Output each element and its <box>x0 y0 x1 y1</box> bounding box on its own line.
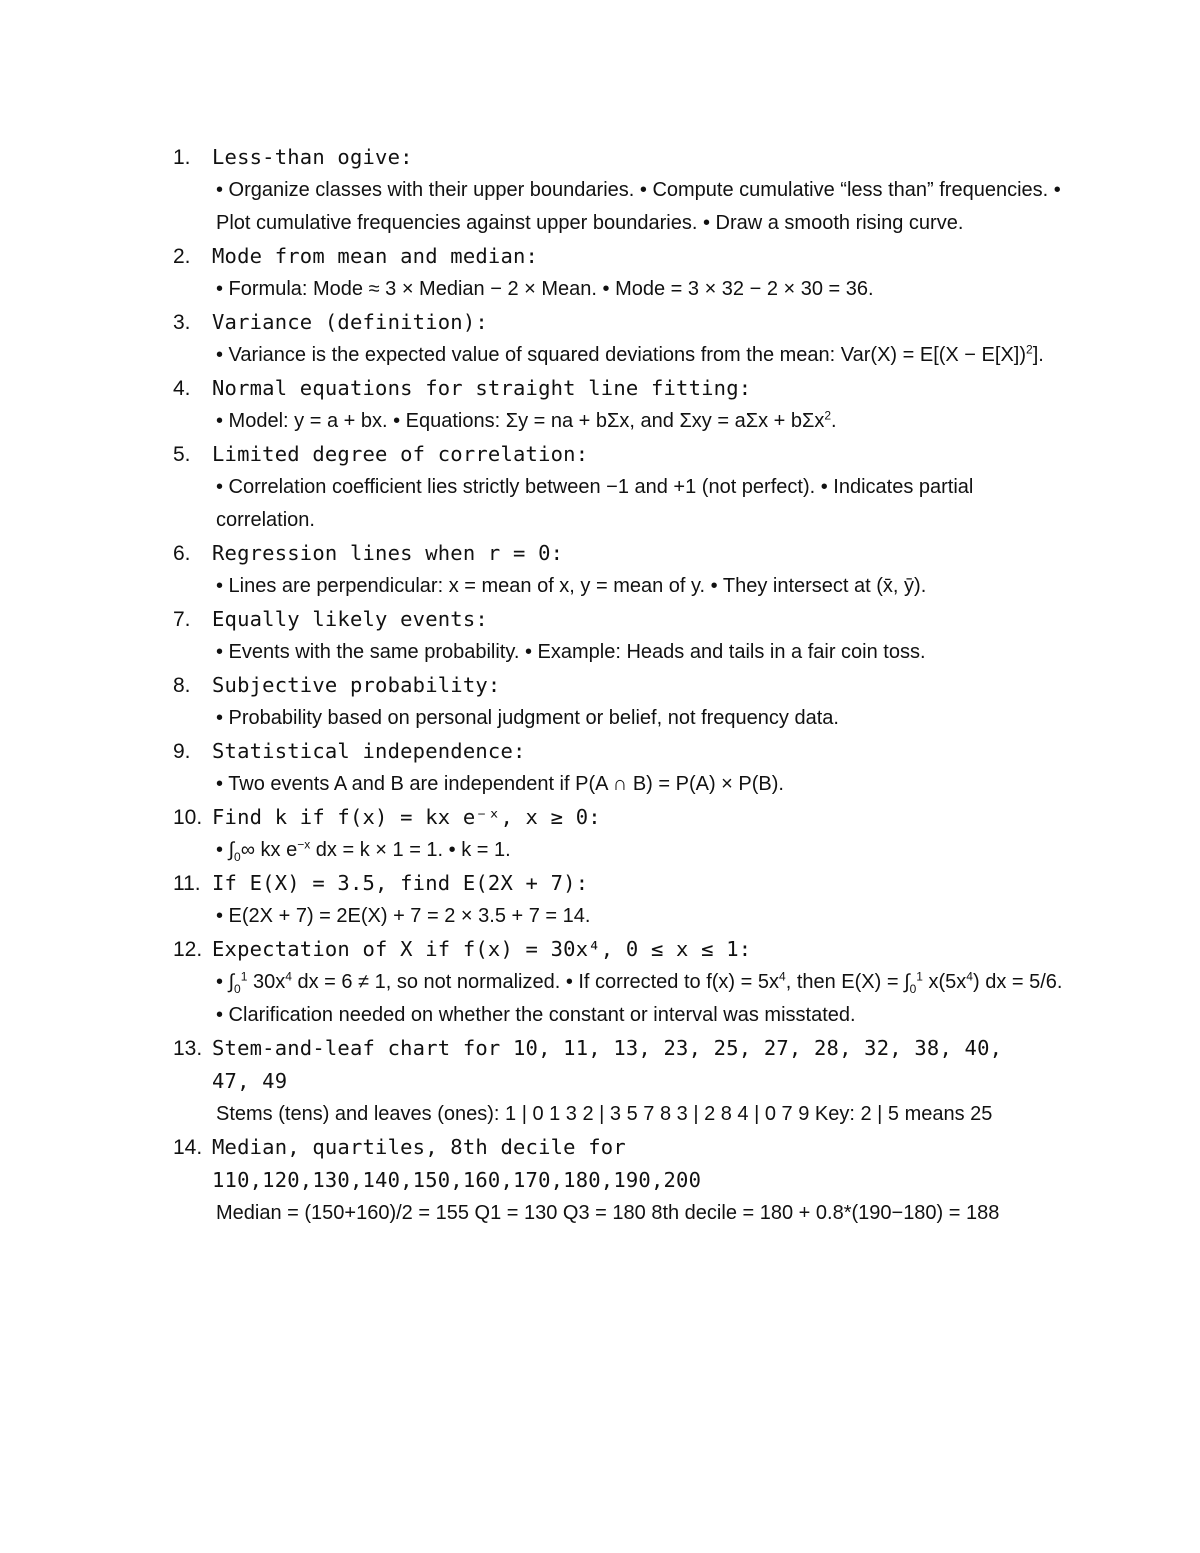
superscript: 4 <box>779 969 786 984</box>
item-number: 6. <box>173 542 191 565</box>
item-title: Statistical independence: <box>212 739 526 763</box>
item-body: • E(2X + 7) = 2E(X) + 7 = 2 × 3.5 + 7 = 14. <box>216 905 591 927</box>
list-item-10 <box>173 801 1073 867</box>
item-title: Subjective probability: <box>212 673 501 697</box>
item-title: Median, quartiles, 8th decile for <box>212 1135 626 1159</box>
item-number: 12. <box>173 938 203 961</box>
item-number: 2. <box>173 245 191 268</box>
list-item-4 <box>173 372 1073 438</box>
item-title-continued: 47, 49 <box>212 1069 288 1093</box>
item-number: 7. <box>173 608 191 631</box>
item-number: 10. <box>173 806 203 829</box>
item-title: Mode from mean and median: <box>212 244 539 268</box>
item-body <box>212 834 1073 867</box>
superscript: −x <box>297 837 311 852</box>
item-number: 3. <box>173 311 191 334</box>
item-title: Stem-and-leaf chart for 10, 11, 13, 23, 25, 27, 28, 32, 38, 40, <box>212 1036 1003 1060</box>
item-number: 9. <box>173 740 191 763</box>
list-item-1 <box>173 141 1073 240</box>
list-item-13 <box>173 1032 1073 1131</box>
list-item-3 <box>173 306 1073 372</box>
superscript: 1 <box>916 969 923 984</box>
item-number: 13. <box>173 1037 203 1060</box>
item-body: • Two events A and B are independent if P(A ∩ B) = P(A) × P(B). <box>216 773 784 795</box>
list-item-5 <box>173 438 1073 537</box>
subscript: 0 <box>234 850 241 864</box>
item-body <box>212 405 1073 438</box>
body-text: dx = 6 ≠ 1, so not normalized. • If corrected to f(x) = 5x <box>291 971 780 993</box>
body-text: • ∫ <box>216 839 235 861</box>
item-body: • Lines are perpendicular: x = mean of x, y = mean of y. • They intersect at (x̄, ȳ). <box>216 575 927 597</box>
item-title: Find k if f(x) = kx e⁻ˣ, x ≥ 0: <box>212 805 601 829</box>
superscript: 2 <box>1026 342 1033 357</box>
body-text: ]. <box>1032 344 1044 366</box>
body-text: . <box>831 410 837 432</box>
list-item-12 <box>173 933 1073 1032</box>
item-number: 4. <box>173 377 191 400</box>
list-item-7 <box>173 603 1073 669</box>
item-title: Variance (definition): <box>212 310 488 334</box>
superscript: 2 <box>824 408 832 423</box>
list-item-9 <box>173 735 1073 801</box>
item-number: 1. <box>173 146 191 169</box>
item-number: 14. <box>173 1136 203 1159</box>
body-text: 30x <box>247 971 286 993</box>
answer-list <box>173 141 1073 1230</box>
list-item-2 <box>173 240 1073 306</box>
superscript: 4 <box>285 969 292 984</box>
body-text: , then E(X) = ∫ <box>785 971 910 993</box>
item-title: Normal equations for straight line fitting: <box>212 376 752 400</box>
item-body: • Formula: Mode ≈ 3 × Median − 2 × Mean. • Mode = 3 × 32 − 2 × 30 = 36. <box>216 278 874 300</box>
item-body: Stems (tens) and leaves (ones): 1 | 0 1 3 2 | 3 5 7 8 3 | 2 8 4 | 0 7 9 Key: 2 | 5 means 25 <box>216 1103 993 1125</box>
list-item-8 <box>173 669 1073 735</box>
item-title: Less-than ogive: <box>212 145 413 169</box>
item-body: • Organize classes with their upper boundaries. • Compute cumulative “less than” frequencies. • Plot cumulative frequencies against upper boundaries. • Draw a smooth rising curve. <box>216 179 1061 234</box>
item-title: If E(X) = 3.5, find E(2X + 7): <box>212 871 589 895</box>
list-item-14 <box>173 1131 1073 1230</box>
body-text: ∞ kx e <box>240 839 298 861</box>
item-body: • Correlation coefficient lies strictly between −1 and +1 (not perfect). • Indicates partial correlation. <box>216 476 974 531</box>
list-item-11 <box>173 867 1073 933</box>
item-number: 11. <box>173 872 201 895</box>
subscript: 0 <box>909 982 917 996</box>
body-text: • ∫ <box>216 971 235 993</box>
item-body <box>212 339 1073 372</box>
body-text: • Variance is the expected value of squared deviations from the mean: Var(X) = E[(X − E[X]) <box>216 344 1026 366</box>
subscript: 0 <box>234 982 241 996</box>
item-title: Limited degree of correlation: <box>212 442 589 466</box>
item-title: Expectation of X if f(x) = 30x⁴, 0 ≤ x ≤ 1: <box>212 937 752 961</box>
item-title: Equally likely events: <box>212 607 488 631</box>
item-body: • Events with the same probability. • Example: Heads and tails in a fair coin toss. <box>216 641 926 663</box>
superscript: 1 <box>240 969 248 984</box>
item-body <box>212 966 1073 1032</box>
body-text: • Model: y = a + bx. • Equations: Σy = na + bΣx, and Σxy = aΣx + bΣx <box>216 410 825 432</box>
body-text: ) dx = 5/6. • Clarification needed on whether the constant or interval was misstated. <box>216 971 1063 1026</box>
item-body: • Probability based on personal judgment or belief, not frequency data. <box>216 707 839 729</box>
body-text: dx = k × 1 = 1. • k = 1. <box>310 839 511 861</box>
item-number: 8. <box>173 674 191 697</box>
list-item-6 <box>173 537 1073 603</box>
item-title-continued: 110,120,130,140,150,160,170,180,190,200 <box>212 1168 702 1192</box>
item-body: Median = (150+160)/2 = 155 Q1 = 130 Q3 = 180 8th decile = 180 + 0.8*(190−180) = 188 <box>216 1202 1000 1224</box>
superscript: 4 <box>966 969 973 984</box>
item-title: Regression lines when r = 0: <box>212 541 564 565</box>
body-text: x(5x <box>922 971 967 993</box>
item-number: 5. <box>173 443 191 466</box>
